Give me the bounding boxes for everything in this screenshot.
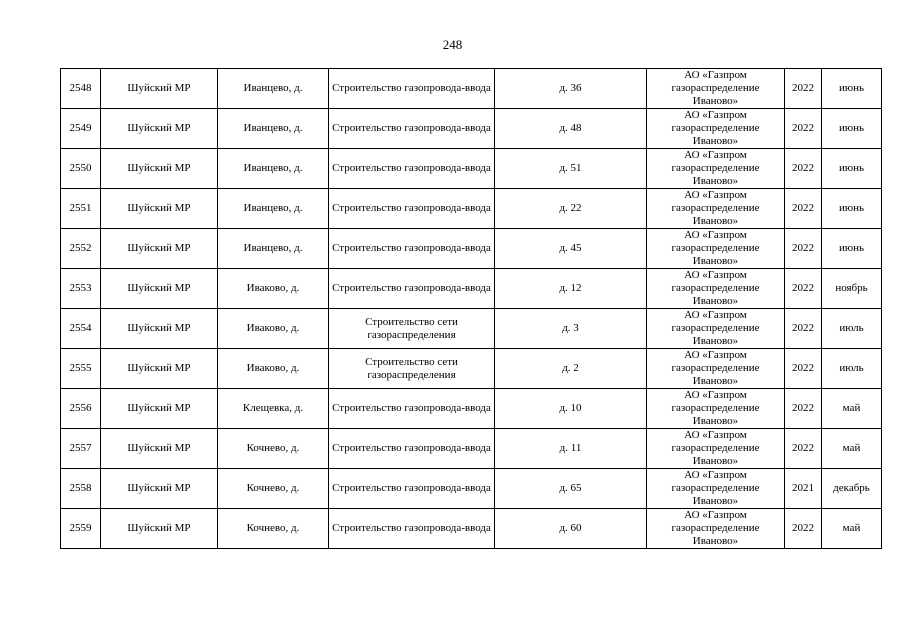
organization-line-2: газораспределение: [671, 162, 760, 174]
organization-line-3: Иваново»: [692, 495, 739, 507]
organization-line-1: АО «Газпром: [684, 389, 747, 401]
settlement-cell: Иванцево, д.: [218, 149, 329, 189]
year-cell: 2022: [785, 229, 822, 269]
table-row: [61, 69, 882, 109]
district-cell: Шуйский МР: [101, 509, 218, 549]
district-cell: Шуйский МР: [101, 349, 218, 389]
organization-line-1: АО «Газпром: [684, 149, 747, 161]
organization-cell: [647, 309, 785, 349]
house-cell: д. 51: [495, 149, 647, 189]
district-cell: Шуйский МР: [101, 109, 218, 149]
district-cell: Шуйский МР: [101, 189, 218, 229]
year-cell: 2022: [785, 349, 822, 389]
row-number: 2548: [61, 69, 101, 109]
table-row: [61, 509, 882, 549]
table-row: [61, 269, 882, 309]
page-number: 248: [442, 37, 463, 52]
organization-line-3: Иваново»: [692, 375, 739, 387]
organization-line-2: газораспределение: [671, 362, 760, 374]
organization-line-2: газораспределение: [671, 82, 760, 94]
district-cell: Шуйский МР: [101, 469, 218, 509]
work-type-cell: Строительство газопровода-ввода: [329, 109, 495, 149]
settlement-cell: Иванцево, д.: [218, 189, 329, 229]
work-type-cell: Строительство газопровода-ввода: [329, 69, 495, 109]
organization-line-1: АО «Газпром: [684, 109, 747, 121]
organization-cell: [647, 349, 785, 389]
district-cell: Шуйский МР: [101, 229, 218, 269]
year-cell: 2022: [785, 189, 822, 229]
organization-line-1: АО «Газпром: [684, 309, 747, 321]
organization-line-3: Иваново»: [692, 215, 739, 227]
organization-line-3: Иваново»: [692, 295, 739, 307]
house-cell: д. 10: [495, 389, 647, 429]
organization-line-3: Иваново»: [692, 535, 739, 547]
work-type-cell: Строительство газопровода-ввода: [329, 389, 495, 429]
year-cell: 2022: [785, 429, 822, 469]
organization-line-3: Иваново»: [692, 135, 739, 147]
house-cell: д. 12: [495, 269, 647, 309]
row-number: 2550: [61, 149, 101, 189]
organization-line-2: газораспределение: [671, 202, 760, 214]
row-number: 2549: [61, 109, 101, 149]
organization-cell: [647, 69, 785, 109]
organization-cell: [647, 189, 785, 229]
month-cell: июнь: [822, 189, 882, 229]
table-row: [61, 109, 882, 149]
organization-line-3: Иваново»: [692, 455, 739, 467]
month-cell: июнь: [822, 69, 882, 109]
settlement-cell: Иванцево, д.: [218, 69, 329, 109]
year-cell: 2022: [785, 149, 822, 189]
table-row: [61, 189, 882, 229]
month-cell: июнь: [822, 229, 882, 269]
settlement-cell: Иваково, д.: [218, 309, 329, 349]
row-number: 2559: [61, 509, 101, 549]
row-number: 2556: [61, 389, 101, 429]
settlement-cell: Иваково, д.: [218, 269, 329, 309]
month-cell: декабрь: [822, 469, 882, 509]
year-cell: 2021: [785, 469, 822, 509]
organization-cell: [647, 389, 785, 429]
district-cell: Шуйский МР: [101, 269, 218, 309]
house-cell: д. 3: [495, 309, 647, 349]
organization-line-2: газораспределение: [671, 282, 760, 294]
month-cell: июль: [822, 349, 882, 389]
row-number: 2553: [61, 269, 101, 309]
work-type-cell: Строительство сети газораспределения: [329, 349, 495, 389]
year-cell: 2022: [785, 109, 822, 149]
row-number: 2557: [61, 429, 101, 469]
year-cell: 2022: [785, 509, 822, 549]
organization-line-3: Иваново»: [692, 175, 739, 187]
table-row: [61, 389, 882, 429]
organization-cell: [647, 429, 785, 469]
month-cell: май: [822, 509, 882, 549]
work-type-cell: Строительство сети газораспределения: [329, 309, 495, 349]
work-type-cell: Строительство газопровода-ввода: [329, 269, 495, 309]
house-cell: д. 22: [495, 189, 647, 229]
district-cell: Шуйский МР: [101, 149, 218, 189]
table-row: [61, 429, 882, 469]
organization-line-1: АО «Газпром: [684, 189, 747, 201]
organization-line-2: газораспределение: [671, 122, 760, 134]
organization-cell: [647, 469, 785, 509]
row-number: 2558: [61, 469, 101, 509]
district-cell: Шуйский МР: [101, 429, 218, 469]
work-type-cell: Строительство газопровода-ввода: [329, 509, 495, 549]
row-number: 2552: [61, 229, 101, 269]
organization-line-1: АО «Газпром: [684, 429, 747, 441]
organization-line-1: АО «Газпром: [684, 509, 747, 521]
settlement-cell: Кочнево, д.: [218, 469, 329, 509]
month-cell: июнь: [822, 109, 882, 149]
year-cell: 2022: [785, 69, 822, 109]
organization-line-1: АО «Газпром: [684, 269, 747, 281]
month-cell: май: [822, 429, 882, 469]
work-type-cell: Строительство газопровода-ввода: [329, 189, 495, 229]
year-cell: 2022: [785, 309, 822, 349]
organization-line-1: АО «Газпром: [684, 69, 747, 81]
month-cell: ноябрь: [822, 269, 882, 309]
house-cell: д. 45: [495, 229, 647, 269]
gasification-table: [60, 68, 882, 549]
year-cell: 2022: [785, 269, 822, 309]
organization-cell: [647, 109, 785, 149]
organization-line-1: АО «Газпром: [684, 229, 747, 241]
organization-line-2: газораспределение: [671, 442, 760, 454]
house-cell: д. 48: [495, 109, 647, 149]
month-cell: май: [822, 389, 882, 429]
table-row: [61, 309, 882, 349]
organization-line-3: Иваново»: [692, 95, 739, 107]
organization-line-3: Иваново»: [692, 335, 739, 347]
table-body: [61, 69, 882, 549]
row-number: 2551: [61, 189, 101, 229]
row-number: 2555: [61, 349, 101, 389]
district-cell: Шуйский МР: [101, 309, 218, 349]
house-cell: д. 11: [495, 429, 647, 469]
organization-cell: [647, 149, 785, 189]
month-cell: июнь: [822, 149, 882, 189]
work-type-cell: Строительство газопровода-ввода: [329, 149, 495, 189]
work-type-cell: Строительство газопровода-ввода: [329, 469, 495, 509]
district-cell: Шуйский МР: [101, 389, 218, 429]
settlement-cell: Иваково, д.: [218, 349, 329, 389]
organization-line-3: Иваново»: [692, 415, 739, 427]
settlement-cell: Иванцево, д.: [218, 229, 329, 269]
organization-line-1: АО «Газпром: [684, 349, 747, 361]
settlement-cell: Иванцево, д.: [218, 109, 329, 149]
organization-line-2: газораспределение: [671, 402, 760, 414]
house-cell: д. 65: [495, 469, 647, 509]
row-number: 2554: [61, 309, 101, 349]
organization-line-2: газораспределение: [671, 522, 760, 534]
month-cell: июль: [822, 309, 882, 349]
organization-line-2: газораспределение: [671, 482, 760, 494]
year-cell: 2022: [785, 389, 822, 429]
work-type-cell: Строительство газопровода-ввода: [329, 229, 495, 269]
house-cell: д. 60: [495, 509, 647, 549]
organization-line-1: АО «Газпром: [684, 469, 747, 481]
table-row: [61, 229, 882, 269]
organization-cell: [647, 509, 785, 549]
settlement-cell: Клещевка, д.: [218, 389, 329, 429]
work-type-cell: Строительство газопровода-ввода: [329, 429, 495, 469]
organization-cell: [647, 229, 785, 269]
organization-line-2: газораспределение: [671, 242, 760, 254]
house-cell: д. 36: [495, 69, 647, 109]
table-row: [61, 469, 882, 509]
table-row: [61, 349, 882, 389]
organization-line-3: Иваново»: [692, 255, 739, 267]
table-row: [61, 149, 882, 189]
district-cell: Шуйский МР: [101, 69, 218, 109]
settlement-cell: Кочнево, д.: [218, 429, 329, 469]
house-cell: д. 2: [495, 349, 647, 389]
settlement-cell: Кочнево, д.: [218, 509, 329, 549]
organization-line-2: газораспределение: [671, 322, 760, 334]
organization-cell: [647, 269, 785, 309]
